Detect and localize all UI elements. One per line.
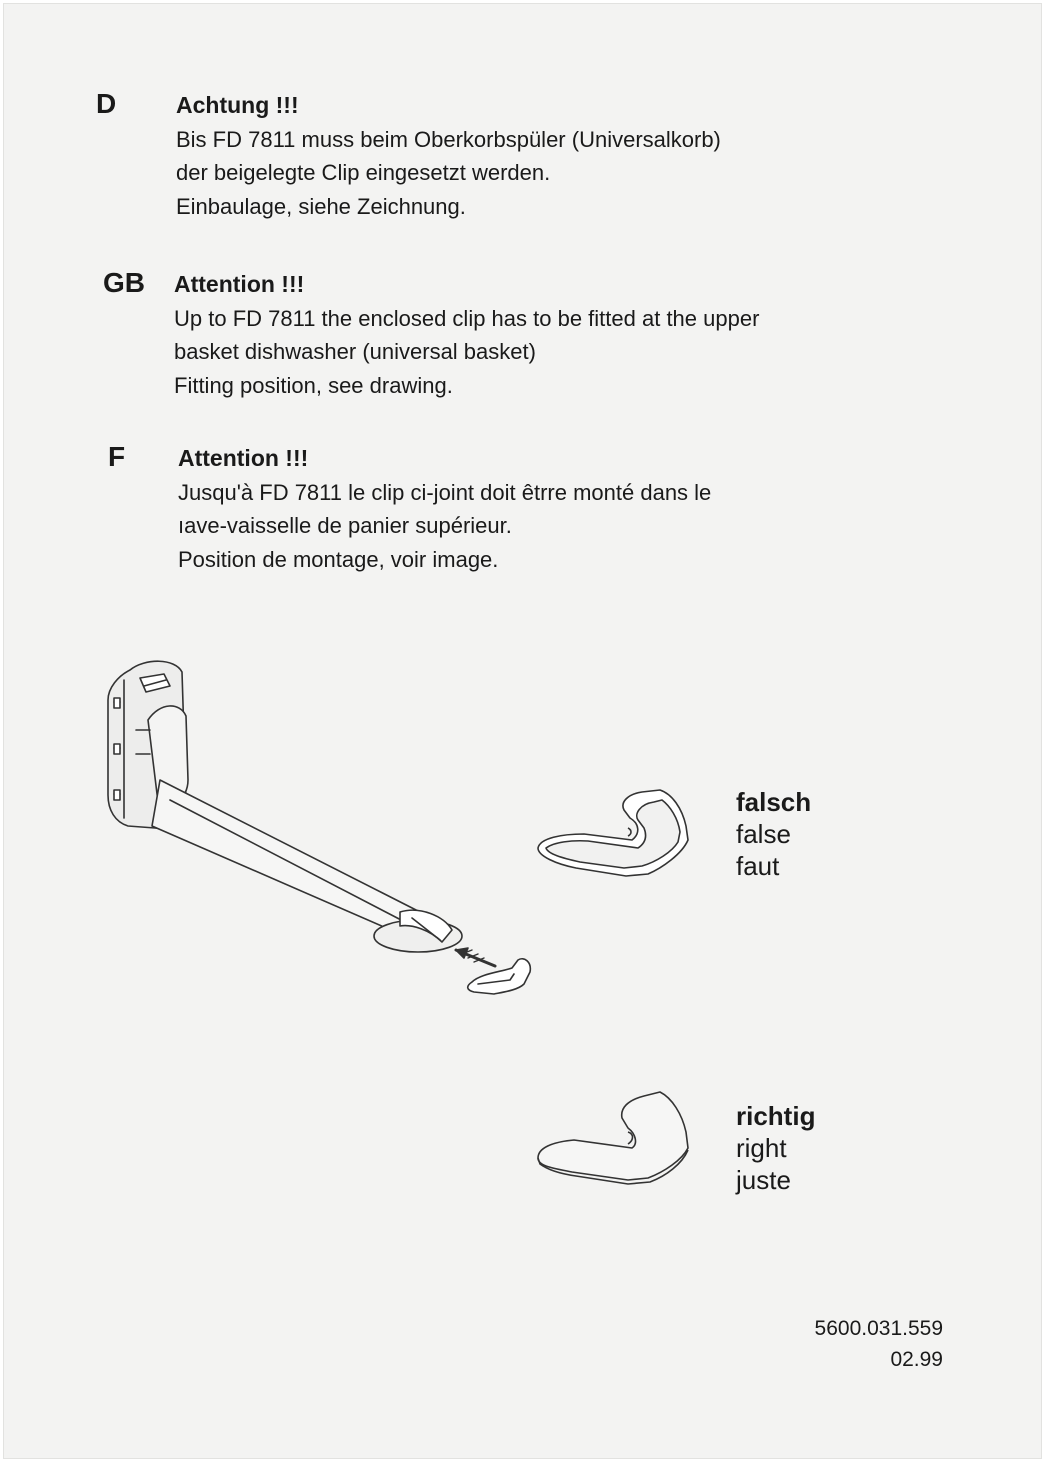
legend-false-line2: faut [736, 851, 780, 881]
legend-false-title: falsch [736, 787, 812, 817]
clip-right-drawing [532, 1088, 692, 1188]
section-german [176, 89, 721, 223]
heading-german: Achtung !!! [176, 92, 299, 118]
language-code-gb: GB [103, 267, 145, 298]
clip-false-drawing [532, 784, 692, 884]
text-line: der beigelegte Clip eingesetzt werden. [176, 160, 551, 185]
heading-english: Attention !!! [174, 271, 305, 297]
text-line: Jusqu'à FD 7811 le clip ci-joint doit êtrre monté dans le [178, 479, 712, 505]
legend-right-line1: right [736, 1133, 787, 1163]
legend-right [736, 1100, 815, 1196]
text-line: basket dishwasher (universal basket) [174, 339, 536, 364]
text-line: ıave-vaisselle de panier supérieur. [178, 513, 512, 538]
document-date: 02.99 [890, 1348, 943, 1371]
text-line: Up to FD 7811 the enclosed clip has to be fitted at the upper [174, 305, 760, 331]
heading-french: Attention !!! [178, 445, 309, 471]
section-french [178, 442, 711, 576]
text-line: Position de montage, voir image. [178, 546, 499, 572]
legend-right-title: richtig [736, 1101, 816, 1131]
section-english [174, 268, 759, 402]
legend-right-line2: juste [736, 1165, 791, 1195]
text-line: Fitting position, see drawing. [174, 372, 453, 398]
language-code-f: F [108, 441, 126, 472]
document-number: 5600.031.559 [814, 1317, 943, 1340]
document-code [815, 1313, 943, 1375]
language-code-d: D [96, 88, 117, 119]
legend-false [736, 786, 811, 882]
text-line: Bis FD 7811 muss beim Oberkorbspüler (Universalkorb) [176, 126, 721, 152]
legend-false-line1: false [736, 819, 791, 849]
basket-holder-drawing [100, 650, 560, 1010]
text-line: Einbaulage, siehe Zeichnung. [176, 193, 466, 219]
